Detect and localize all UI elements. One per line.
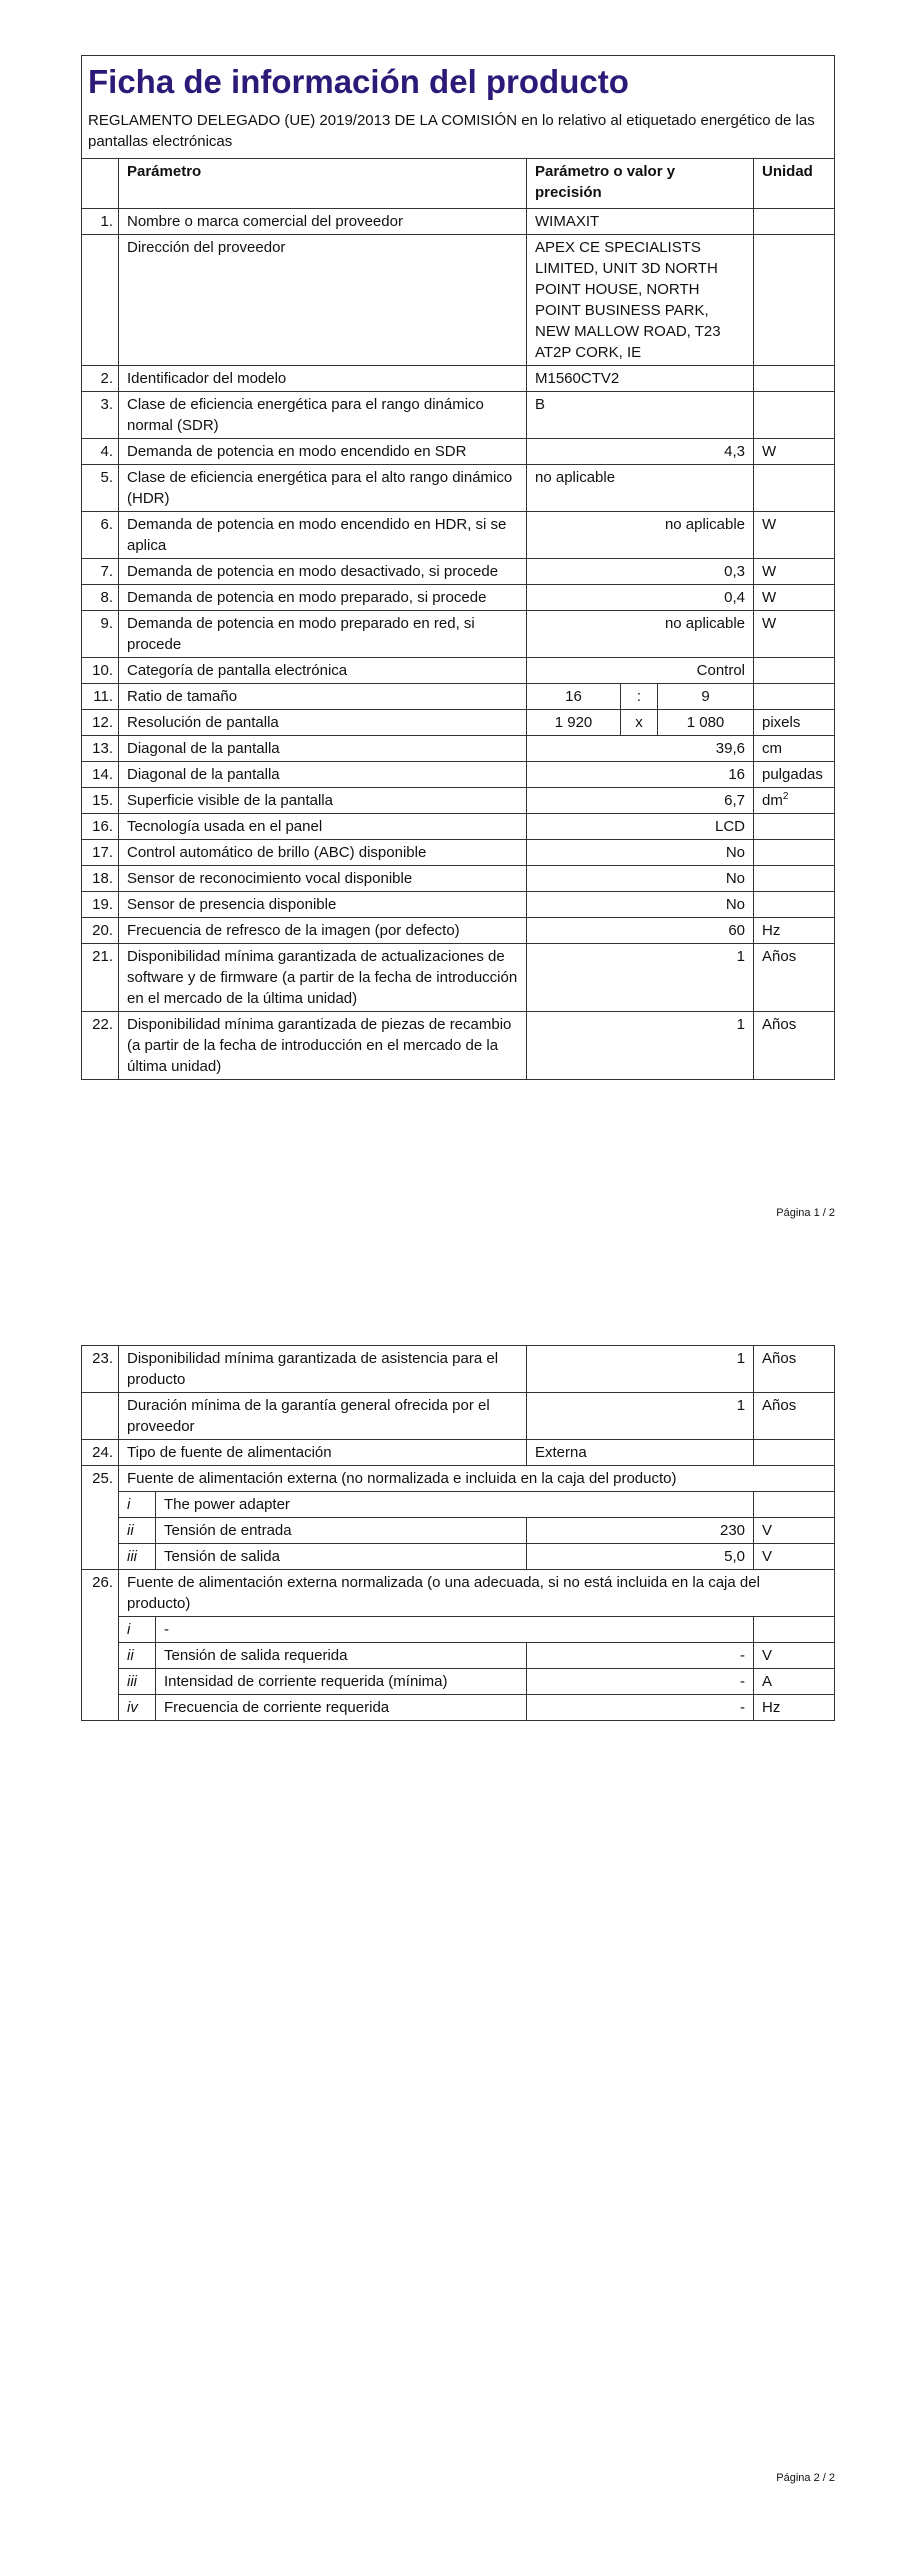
parameter-label: Categoría de pantalla electrónica xyxy=(119,658,527,684)
sub-row xyxy=(82,1695,835,1721)
parameter-label: Dirección del proveedor xyxy=(119,235,527,366)
parameter-value: no aplicable xyxy=(527,465,754,512)
unit: Años xyxy=(754,1012,835,1080)
sub-row xyxy=(82,1669,835,1695)
table-row xyxy=(82,1393,835,1440)
unit: V xyxy=(754,1643,835,1669)
unit xyxy=(754,684,835,710)
page-2 xyxy=(81,1345,834,1721)
header-parameter: Parámetro xyxy=(119,159,527,209)
parameter-value: 6,7 xyxy=(527,788,754,814)
unit-text: dm xyxy=(762,792,783,809)
sub-row xyxy=(82,1518,835,1544)
sub-row xyxy=(82,1643,835,1669)
section-label: Fuente de alimentación externa (no normalizada e incluida en la caja del producto) xyxy=(119,1466,835,1492)
row-number xyxy=(82,235,119,366)
sub-value: 230 xyxy=(527,1518,754,1544)
row-number: 2. xyxy=(82,366,119,392)
sub-label: Tensión de salida requerida xyxy=(156,1643,527,1669)
sub-row xyxy=(82,1617,835,1643)
parameter-value: M1560CTV2 xyxy=(527,366,754,392)
sub-row xyxy=(82,1544,835,1570)
table-row xyxy=(82,658,835,684)
table-row xyxy=(82,209,835,235)
parameter-label: Diagonal de la pantalla xyxy=(119,736,527,762)
table-row xyxy=(82,814,835,840)
sub-row xyxy=(82,1492,835,1518)
product-info-table-page-2 xyxy=(81,1345,835,1721)
parameter-label: Demanda de potencia en modo encendido en HDR, si se aplica xyxy=(119,512,527,559)
parameter-value: 0,4 xyxy=(527,585,754,611)
row-number: 9. xyxy=(82,611,119,658)
roman-numeral: iii xyxy=(119,1669,156,1695)
parameter-value: Externa xyxy=(527,1440,754,1466)
row-number: 24. xyxy=(82,1440,119,1466)
table-row xyxy=(82,684,835,710)
sub-label: Tensión de entrada xyxy=(156,1518,527,1544)
parameter-label: Resolución de pantalla xyxy=(119,710,527,736)
row-number: 17. xyxy=(82,840,119,866)
unit: V xyxy=(754,1544,835,1570)
row-number: 1. xyxy=(82,209,119,235)
table-row xyxy=(82,1346,835,1393)
regulation-subtitle: REGLAMENTO DELEGADO (UE) 2019/2013 DE LA COMISIÓN en lo relativo al etiquetado energético de las pantallas electrónicas xyxy=(88,112,815,150)
parameter-value: Control xyxy=(527,658,754,684)
document-title: Ficha de información del producto xyxy=(88,63,629,100)
sub-label: Tensión de salida xyxy=(156,1544,527,1570)
row-number xyxy=(82,1393,119,1440)
sub-value: - xyxy=(527,1643,754,1669)
value-a: 16 xyxy=(527,684,621,710)
section25-header-row xyxy=(82,1466,835,1492)
parameter-label: Demanda de potencia en modo preparado en red, si procede xyxy=(119,611,527,658)
header-value: Parámetro o valor y precisión xyxy=(527,159,754,209)
row-number: 22. xyxy=(82,1012,119,1080)
sub-value: - xyxy=(527,1669,754,1695)
parameter-value: 1 xyxy=(527,1393,754,1440)
table-row xyxy=(82,710,835,736)
unit xyxy=(754,840,835,866)
sub-value: - xyxy=(527,1695,754,1721)
unit: A xyxy=(754,1669,835,1695)
table-row xyxy=(82,465,835,512)
roman-numeral: iii xyxy=(119,1544,156,1570)
table-row xyxy=(82,788,835,814)
unit: Años xyxy=(754,1393,835,1440)
sub-label: The power adapter xyxy=(156,1492,754,1518)
unit: Años xyxy=(754,1346,835,1393)
table-row xyxy=(82,559,835,585)
parameter-label: Identificador del modelo xyxy=(119,366,527,392)
parameter-label: Demanda de potencia en modo preparado, si procede xyxy=(119,585,527,611)
value-b: 9 xyxy=(658,684,754,710)
unit xyxy=(754,658,835,684)
parameter-label: Sensor de presencia disponible xyxy=(119,892,527,918)
row-number: 23. xyxy=(82,1346,119,1393)
row-number: 25. xyxy=(82,1466,119,1570)
unit: W xyxy=(754,585,835,611)
parameter-value: no aplicable xyxy=(527,611,754,658)
parameter-value: 1 xyxy=(527,944,754,1012)
row-number: 13. xyxy=(82,736,119,762)
parameter-label: Duración mínima de la garantía general ofrecida por el proveedor xyxy=(119,1393,527,1440)
roman-numeral: iv xyxy=(119,1695,156,1721)
table-row xyxy=(82,392,835,439)
parameter-label: Demanda de potencia en modo desactivado, si procede xyxy=(119,559,527,585)
parameter-label: Ratio de tamaño xyxy=(119,684,527,710)
parameter-value: 16 xyxy=(527,762,754,788)
unit: W xyxy=(754,559,835,585)
row-number: 4. xyxy=(82,439,119,465)
parameter-value: B xyxy=(527,392,754,439)
sub-label: - xyxy=(156,1617,754,1643)
parameter-label: Frecuencia de refresco de la imagen (por defecto) xyxy=(119,918,527,944)
parameter-value: No xyxy=(527,892,754,918)
section26-header-row xyxy=(82,1570,835,1617)
unit xyxy=(754,366,835,392)
unit: Años xyxy=(754,944,835,1012)
parameter-value: 60 xyxy=(527,918,754,944)
page-number-1: Página 1 / 2 xyxy=(776,1207,835,1219)
page-1 xyxy=(81,55,834,1080)
unit xyxy=(754,209,835,235)
parameter-value: no aplicable xyxy=(527,512,754,559)
row-number: 10. xyxy=(82,658,119,684)
parameter-label: Disponibilidad mínima garantizada de actualizaciones de software y de firmware (a partir de la fecha de introducción en el mercado de la última unidad) xyxy=(119,944,527,1012)
row-number: 14. xyxy=(82,762,119,788)
parameter-value: 1 xyxy=(527,1012,754,1080)
unit xyxy=(754,788,835,814)
unit: W xyxy=(754,611,835,658)
row-number: 6. xyxy=(82,512,119,559)
parameter-label: Nombre o marca comercial del proveedor xyxy=(119,209,527,235)
unit xyxy=(754,1440,835,1466)
row-number: 18. xyxy=(82,866,119,892)
row-number: 12. xyxy=(82,710,119,736)
unit xyxy=(754,1492,835,1518)
table-row xyxy=(82,512,835,559)
roman-numeral: ii xyxy=(119,1518,156,1544)
parameter-value: No xyxy=(527,840,754,866)
sub-label: Intensidad de corriente requerida (mínima) xyxy=(156,1669,527,1695)
row-number: 21. xyxy=(82,944,119,1012)
table-row xyxy=(82,840,835,866)
header-unit: Unidad xyxy=(754,159,835,209)
row-number: 7. xyxy=(82,559,119,585)
table-row xyxy=(82,918,835,944)
parameter-value: WIMAXIT xyxy=(527,209,754,235)
row-number: 19. xyxy=(82,892,119,918)
table-body xyxy=(82,1346,835,1721)
value-a: 1 920 xyxy=(527,710,621,736)
row-number: 11. xyxy=(82,684,119,710)
unit xyxy=(754,465,835,512)
parameter-label: Control automático de brillo (ABC) disponible xyxy=(119,840,527,866)
unit xyxy=(754,892,835,918)
unit: pixels xyxy=(754,710,835,736)
parameter-label: Clase de eficiencia energética para el rango dinámico normal (SDR) xyxy=(119,392,527,439)
unit: Hz xyxy=(754,918,835,944)
table-row xyxy=(82,1012,835,1080)
parameter-value: LCD xyxy=(527,814,754,840)
unit: cm xyxy=(754,736,835,762)
unit xyxy=(754,392,835,439)
parameter-label: Demanda de potencia en modo encendido en SDR xyxy=(119,439,527,465)
unit: Hz xyxy=(754,1695,835,1721)
table-row xyxy=(82,762,835,788)
roman-numeral: i xyxy=(119,1492,156,1518)
parameter-value: 0,3 xyxy=(527,559,754,585)
row-number: 5. xyxy=(82,465,119,512)
row-number: 20. xyxy=(82,918,119,944)
table-row xyxy=(82,585,835,611)
parameter-value: 4,3 xyxy=(527,439,754,465)
parameter-label: Disponibilidad mínima garantizada de asistencia para el producto xyxy=(119,1346,527,1393)
product-info-table-page-1 xyxy=(81,55,835,1080)
parameter-value: APEX CE SPECIALISTS LIMITED, UNIT 3D NORTH POINT HOUSE, NORTH POINT BUSINESS PARK, NEW MALLOW ROAD, T23 AT2P CORK, IE xyxy=(527,235,754,366)
parameter-value: 1 xyxy=(527,1346,754,1393)
value-b: 1 080 xyxy=(658,710,754,736)
unit xyxy=(754,235,835,366)
roman-numeral: i xyxy=(119,1617,156,1643)
unit: W xyxy=(754,512,835,559)
unit-superscript: 2 xyxy=(782,791,789,802)
row-number: 8. xyxy=(82,585,119,611)
parameter-label: Tipo de fuente de alimentación xyxy=(119,1440,527,1466)
parameter-value: 39,6 xyxy=(527,736,754,762)
row-number: 16. xyxy=(82,814,119,840)
table-body xyxy=(82,209,835,1080)
row-number: 15. xyxy=(82,788,119,814)
parameter-value: No xyxy=(527,866,754,892)
unit xyxy=(754,866,835,892)
table-row xyxy=(82,736,835,762)
parameter-label: Diagonal de la pantalla xyxy=(119,762,527,788)
value-separator: x xyxy=(621,710,658,736)
title-row xyxy=(82,56,835,159)
sub-value: 5,0 xyxy=(527,1544,754,1570)
table-row xyxy=(82,944,835,1012)
unit: V xyxy=(754,1518,835,1544)
sub-label: Frecuencia de corriente requerida xyxy=(156,1695,527,1721)
section-label: Fuente de alimentación externa normalizada (o una adecuada, si no está incluida en la caja del producto) xyxy=(119,1570,835,1617)
header-num xyxy=(82,159,119,209)
unit xyxy=(754,814,835,840)
table-row xyxy=(82,366,835,392)
row-number: 3. xyxy=(82,392,119,439)
roman-numeral: ii xyxy=(119,1643,156,1669)
parameter-label: Clase de eficiencia energética para el alto rango dinámico (HDR) xyxy=(119,465,527,512)
parameter-label: Superficie visible de la pantalla xyxy=(119,788,527,814)
row-number: 26. xyxy=(82,1570,119,1721)
unit: pulgadas xyxy=(754,762,835,788)
parameter-label: Tecnología usada en el panel xyxy=(119,814,527,840)
unit xyxy=(754,1617,835,1643)
page-number-2: Página 2 / 2 xyxy=(776,2472,835,2484)
parameter-label: Sensor de reconocimiento vocal disponible xyxy=(119,866,527,892)
value-separator: : xyxy=(621,684,658,710)
table-row xyxy=(82,1440,835,1466)
table-row xyxy=(82,866,835,892)
parameter-label: Disponibilidad mínima garantizada de piezas de recambio (a partir de la fecha de introducción en el mercado de la última unidad) xyxy=(119,1012,527,1080)
table-row xyxy=(82,892,835,918)
table-row xyxy=(82,439,835,465)
unit: W xyxy=(754,439,835,465)
table-row xyxy=(82,235,835,366)
header-row xyxy=(82,159,835,209)
table-row xyxy=(82,611,835,658)
